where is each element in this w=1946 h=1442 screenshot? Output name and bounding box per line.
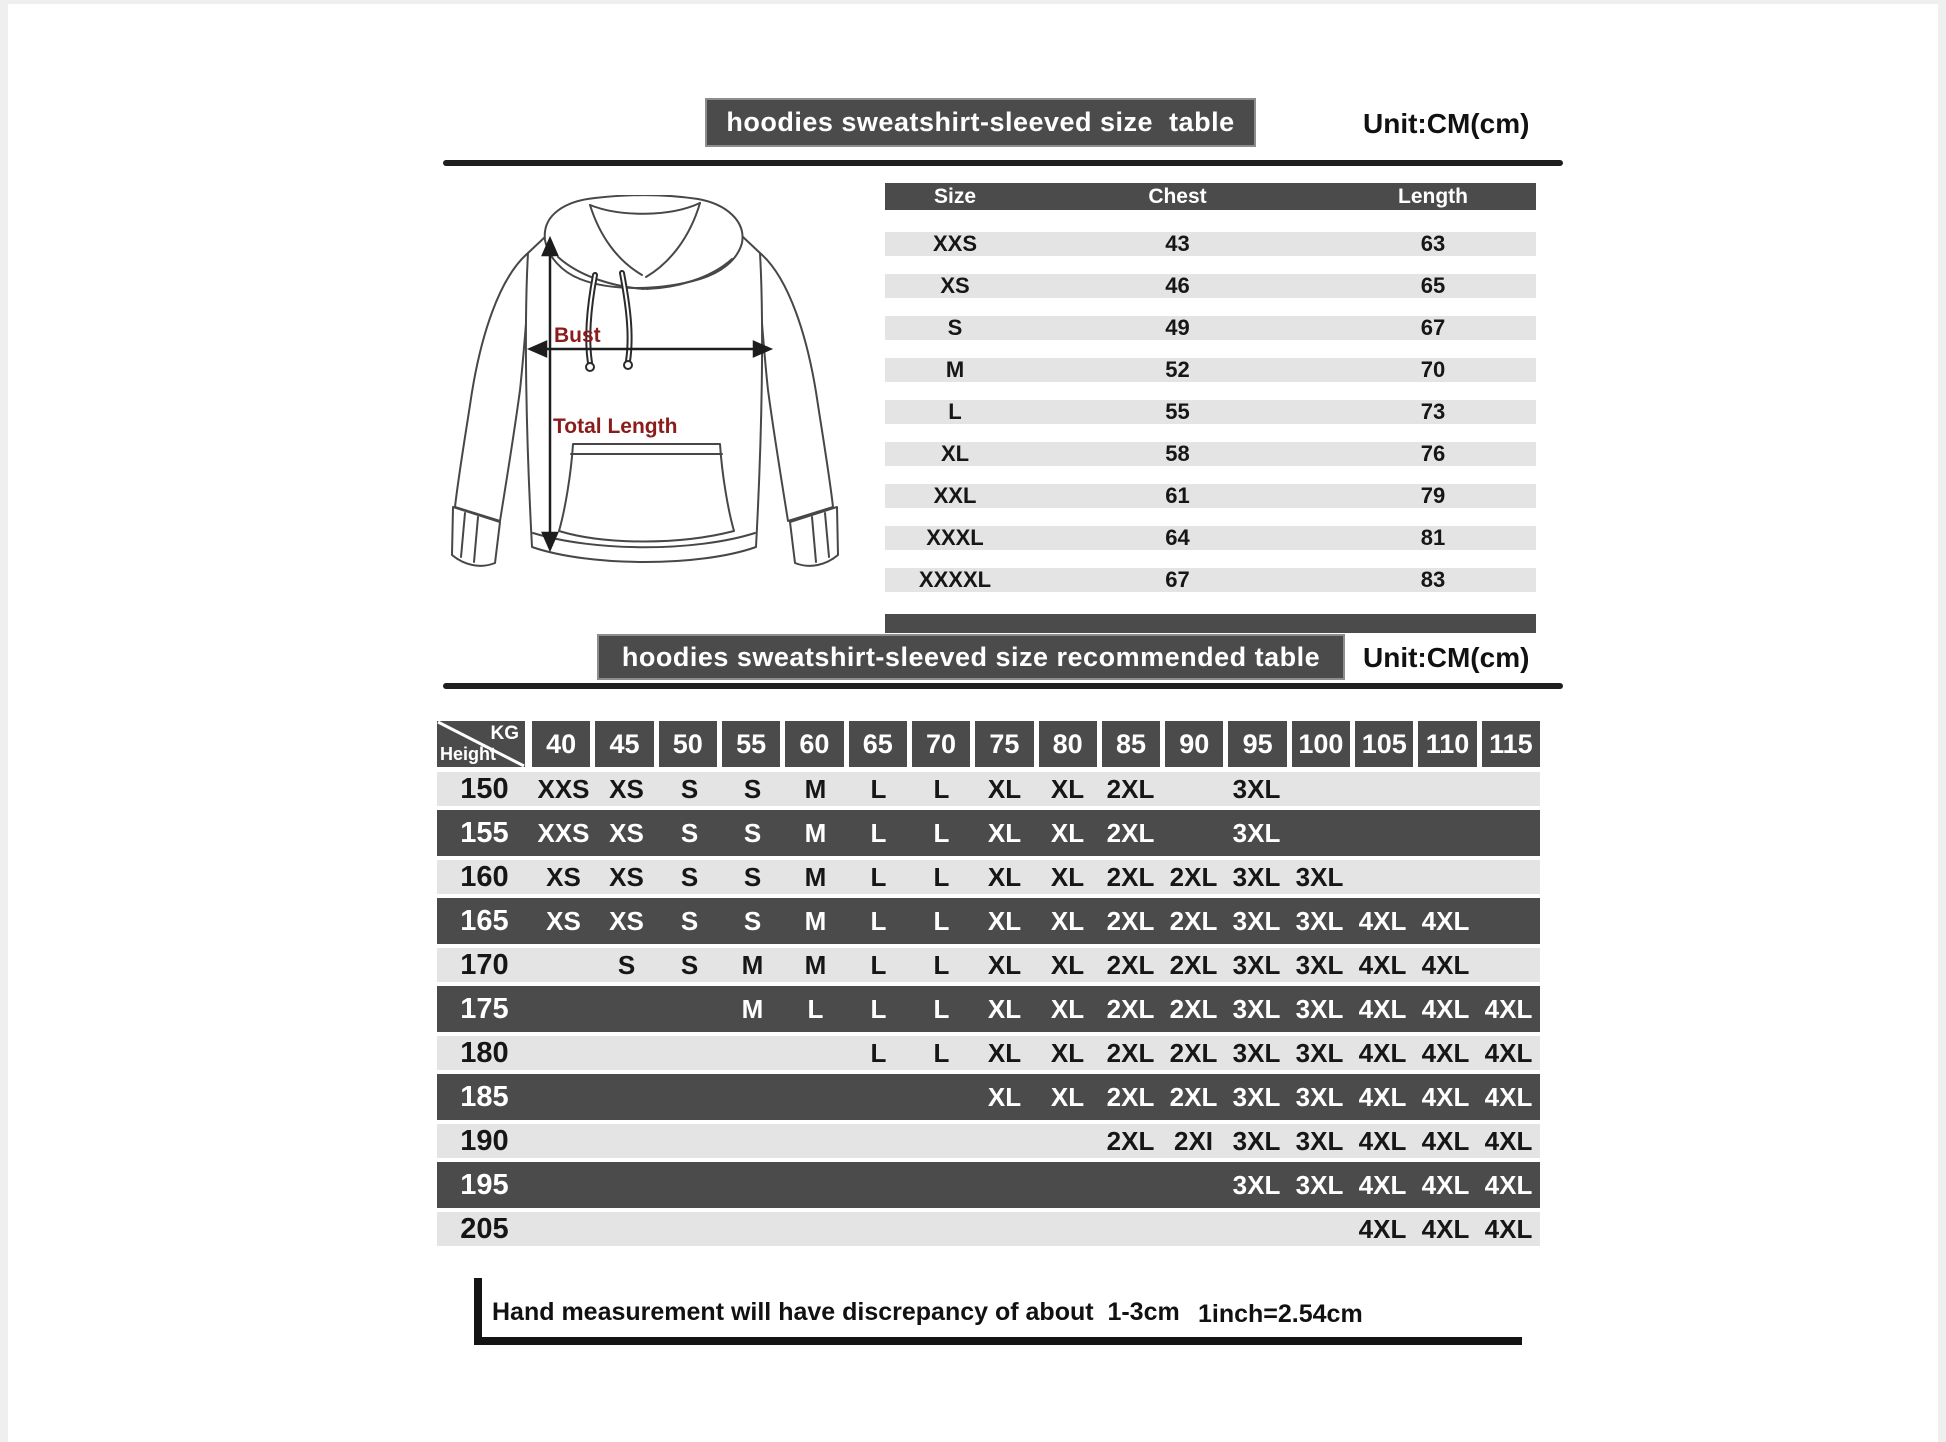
size-recommendation-cell: M	[804, 949, 827, 980]
weight-header-cell: 110	[1418, 721, 1476, 767]
size-recommendation-cell: 4XL	[1421, 1081, 1470, 1112]
recommended-table-row	[437, 860, 1540, 894]
size-recommendation-cell: 3XL	[1232, 861, 1281, 892]
size-recommendation-cell: 4XL	[1358, 1081, 1407, 1112]
length-cell: 73	[1420, 399, 1446, 424]
size-recommendation-cell: L	[870, 861, 887, 892]
size-recommendation-cell: M	[741, 949, 764, 980]
size-recommendation-cell: XL	[987, 773, 1022, 804]
chest-cell: 67	[1165, 567, 1190, 592]
footer-underline	[474, 1337, 1522, 1345]
size-recommendation-cell: 2XL	[1169, 1081, 1218, 1112]
length-cell: 63	[1420, 231, 1446, 256]
length-cell: 79	[1420, 483, 1446, 508]
size-table-row	[885, 526, 1536, 550]
size-recommendation-cell: XL	[987, 949, 1022, 980]
size-recommendation-cell: 4XL	[1358, 949, 1407, 980]
size-table-row	[885, 400, 1536, 424]
weight-header-cell: 75	[975, 721, 1033, 767]
size-recommendation-cell: S	[680, 905, 699, 936]
kg-height-corner-cell	[437, 721, 525, 767]
inch-conversion-note: 1inch=2.54cm	[1198, 1300, 1363, 1328]
recommended-table-row	[437, 1212, 1540, 1246]
chest-cell: 43	[1165, 231, 1190, 256]
size-table-row	[885, 442, 1536, 466]
recommended-table-body	[437, 772, 1540, 1246]
size-recommendation-cell: L	[933, 773, 950, 804]
size-recommendation-cell: XXS	[537, 773, 590, 804]
height-cell: 185	[460, 1080, 509, 1113]
height-cell: 170	[460, 948, 509, 981]
size-table-title-bar	[705, 98, 1256, 147]
size-recommendation-cell: L	[870, 949, 887, 980]
footer-bracket-bar	[474, 1278, 482, 1342]
size-cell: XXXL	[926, 525, 984, 550]
size-recommendation-cell: M	[804, 905, 827, 936]
kg-corner-label: KG	[490, 723, 519, 744]
size-recommendation-cell: L	[807, 993, 824, 1024]
size-recommendation-cell: 4XL	[1484, 1081, 1533, 1112]
size-recommendation-cell: 4XL	[1421, 1125, 1470, 1156]
size-recommendation-cell: XS	[609, 905, 644, 936]
recommended-table-header-row	[437, 721, 1540, 767]
size-recommendation-cell: S	[743, 817, 762, 848]
recommended-table-row	[437, 1074, 1540, 1120]
measurement-note: Hand measurement will have discrepancy of about 1-3cm	[492, 1298, 1180, 1326]
size-recommendation-cell: XS	[546, 905, 581, 936]
size-table-body	[885, 232, 1536, 592]
size-recommendation-cell: S	[743, 905, 762, 936]
size-recommendation-cell: 2XL	[1106, 993, 1155, 1024]
size-recommendation-cell: M	[804, 773, 827, 804]
kangaroo-pocket	[559, 444, 734, 542]
size-recommendation-cell: 3XL	[1295, 1125, 1344, 1156]
size-recommendation-cell: L	[933, 993, 950, 1024]
chest-column-header: Chest	[1148, 184, 1207, 208]
size-recommendation-cell: 2XL	[1106, 905, 1155, 936]
size-recommendation-cell: 4XL	[1484, 1037, 1533, 1068]
height-cell: 205	[460, 1212, 509, 1245]
length-cell: 76	[1420, 441, 1446, 466]
size-recommendation-cell: L	[933, 817, 950, 848]
size-recommendation-cell: 2XL	[1106, 1125, 1155, 1156]
total-length-label: Total Length	[553, 415, 678, 438]
length-cell: 81	[1420, 525, 1446, 550]
size-cell: L	[948, 399, 962, 424]
size-recommendation-cell: S	[680, 773, 699, 804]
weight-header-cell: 50	[659, 721, 717, 767]
size-recommendation-cell: L	[870, 993, 887, 1024]
size-recommendation-cell: 2XL	[1169, 1037, 1218, 1068]
weight-header-cell: 70	[912, 721, 970, 767]
size-recommendation-cell: XL	[987, 817, 1022, 848]
size-recommendation-cell: 3XL	[1295, 949, 1344, 980]
height-corner-label: Height	[440, 744, 496, 764]
recommended-table-row	[437, 898, 1540, 944]
size-recommendation-cell: 3XL	[1232, 773, 1281, 804]
size-recommendation-cell: 4XL	[1484, 1125, 1533, 1156]
size-recommendation-cell: L	[933, 905, 950, 936]
size-cell: XXS	[932, 231, 978, 256]
size-cell: XS	[940, 273, 970, 298]
size-recommendation-cell: XL	[1050, 905, 1085, 936]
scan-edge-top	[0, 0, 1946, 4]
size-recommendation-cell: 3XL	[1232, 1081, 1281, 1112]
size-recommendation-cell: 2XL	[1106, 773, 1155, 804]
size-recommendation-cell: XL	[1050, 1081, 1085, 1112]
size-recommendation-cell: 4XL	[1358, 1037, 1407, 1068]
size-recommendation-cell: S	[680, 861, 699, 892]
height-cell: 195	[460, 1168, 509, 1201]
size-recommendation-cell: 3XL	[1232, 817, 1281, 848]
height-cell: 165	[460, 904, 509, 937]
size-recommendation-cell: 4XL	[1358, 1213, 1407, 1244]
size-recommendation-cell: 4XL	[1421, 1213, 1470, 1244]
size-recommendation-cell: 2XL	[1169, 949, 1218, 980]
chest-cell: 58	[1165, 441, 1190, 466]
size-recommendation-cell: XL	[1050, 949, 1085, 980]
height-cell: 180	[460, 1036, 509, 1069]
size-recommendation-cell: L	[870, 817, 887, 848]
size-table-row	[885, 232, 1536, 256]
size-recommendation-cell: 2XL	[1106, 861, 1155, 892]
chest-cell: 49	[1165, 315, 1190, 340]
size-recommendation-cell: 2XL	[1106, 1037, 1155, 1068]
size-recommendation-cell: 2XI	[1173, 1125, 1214, 1156]
size-recommendation-cell: M	[804, 817, 827, 848]
size-recommendation-cell: XL	[1050, 993, 1085, 1024]
size-recommendation-cell: 4XL	[1421, 993, 1470, 1024]
size-recommendation-cell: S	[617, 949, 636, 980]
size-recommendation-cell: 4XL	[1358, 1125, 1407, 1156]
size-recommendation-cell: 4XL	[1421, 905, 1470, 936]
size-recommendation-cell: 4XL	[1421, 949, 1470, 980]
recommended-table-row	[437, 1162, 1540, 1208]
size-cell: XXXXL	[918, 567, 992, 592]
chest-cell: 52	[1165, 357, 1190, 382]
recommended-table-row	[437, 986, 1540, 1032]
size-table-footer-bar	[885, 614, 1536, 633]
weight-header-cell: 55	[722, 721, 780, 767]
size-recommendation-cell: 4XL	[1421, 1169, 1470, 1200]
size-recommendation-cell: L	[933, 1037, 950, 1068]
size-recommendation-cell: XS	[609, 773, 644, 804]
size-recommendation-cell: 3XL	[1295, 861, 1344, 892]
size-recommendation-cell: 3XL	[1232, 1037, 1281, 1068]
size-recommendation-cell: XL	[987, 993, 1022, 1024]
size-recommendation-cell: 3XL	[1295, 905, 1344, 936]
chest-cell: 46	[1165, 273, 1190, 298]
recommended-table-title-bar	[597, 634, 1345, 680]
size-recommendation-cell: 3XL	[1232, 1169, 1281, 1200]
chest-cell: 55	[1165, 399, 1190, 424]
height-cell: 190	[460, 1124, 509, 1157]
hoodie-measurement-diagram	[450, 195, 840, 595]
bust-label: Bust	[554, 324, 601, 347]
size-recommendation-cell: XS	[546, 861, 581, 892]
recommended-table-row	[437, 1124, 1540, 1158]
weight-header-cell: 65	[849, 721, 907, 767]
height-cell: 160	[460, 860, 509, 893]
right-sleeve	[759, 253, 833, 521]
size-recommendation-cell: 3XL	[1295, 993, 1344, 1024]
size-recommendation-cell: 3XL	[1295, 1037, 1344, 1068]
size-recommendation-cell: M	[741, 993, 764, 1024]
size-recommendation-cell: 2XL	[1169, 861, 1218, 892]
size-cell: XL	[940, 441, 970, 466]
size-recommendation-cell: XS	[609, 861, 644, 892]
length-cell: 65	[1420, 273, 1446, 298]
length-cell: 67	[1420, 315, 1446, 340]
size-table-header-row	[885, 183, 1536, 210]
top-divider-line	[443, 160, 1563, 166]
size-recommendation-cell: 3XL	[1232, 993, 1281, 1024]
recommended-table-title: hoodies sweatshirt-sleeved size recommended table	[621, 641, 1321, 672]
weight-header-cell: 100	[1292, 721, 1350, 767]
size-recommendation-cell: 4XL	[1484, 1213, 1533, 1244]
size-table-title: hoodies sweatshirt-sleeved size table	[726, 107, 1235, 137]
size-recommendation-cell: S	[680, 949, 699, 980]
size-recommendation-cell: XS	[609, 817, 644, 848]
weight-header-cell: 95	[1228, 721, 1286, 767]
size-recommendation-cell: XL	[1050, 817, 1085, 848]
hood	[545, 195, 743, 288]
size-recommendation-cell: XL	[1050, 861, 1085, 892]
size-table-unit: Unit:CM(cm)	[1363, 108, 1530, 139]
recommended-table-row	[437, 948, 1540, 982]
size-recommendation-cell: XL	[987, 905, 1022, 936]
weight-header-cell: 40	[532, 721, 590, 767]
size-cell: S	[947, 315, 963, 340]
length-cell: 70	[1420, 357, 1446, 382]
recommended-table-row	[437, 810, 1540, 856]
scan-edge-right	[1938, 0, 1946, 1442]
left-sleeve	[455, 253, 529, 521]
size-column-header: Size	[933, 184, 977, 208]
weight-header-cell: 45	[595, 721, 653, 767]
scan-edge-left	[0, 0, 8, 1442]
size-recommendation-cell: XL	[987, 1037, 1022, 1068]
size-table-row	[885, 358, 1536, 382]
size-recommendation-cell: 3XL	[1295, 1169, 1344, 1200]
recommended-table-unit: Unit:CM(cm)	[1363, 642, 1530, 673]
chest-cell: 64	[1165, 525, 1190, 550]
weight-header-cell: 80	[1039, 721, 1097, 767]
size-table	[885, 183, 1536, 633]
weight-header-cell: 85	[1102, 721, 1160, 767]
recommended-table-row	[437, 772, 1540, 806]
size-recommendation-cell: S	[680, 817, 699, 848]
size-recommendation-cell: 3XL	[1232, 905, 1281, 936]
weight-header-cell: 115	[1482, 721, 1540, 767]
size-recommendation-cell: L	[870, 1037, 887, 1068]
size-recommendation-cell: 4XL	[1421, 1037, 1470, 1068]
size-table-row	[885, 484, 1536, 508]
size-cell: XXL	[933, 483, 977, 508]
weight-header-cells	[532, 721, 1540, 767]
size-recommendation-cell: 2XL	[1106, 949, 1155, 980]
size-cell: M	[945, 357, 965, 382]
size-recommendation-cell: 4XL	[1484, 1169, 1533, 1200]
chest-cell: 61	[1165, 483, 1190, 508]
recommended-table	[437, 721, 1540, 1250]
size-recommendation-cell: 3XL	[1232, 1125, 1281, 1156]
size-table-row	[885, 274, 1536, 298]
size-table-row	[885, 316, 1536, 340]
size-recommendation-cell: 4XL	[1358, 905, 1407, 936]
size-recommendation-cell: L	[933, 861, 950, 892]
weight-header-cell: 90	[1165, 721, 1223, 767]
size-recommendation-cell: 2XL	[1106, 817, 1155, 848]
weight-header-cell: 105	[1355, 721, 1413, 767]
height-cell: 175	[460, 992, 509, 1025]
size-recommendation-cell: S	[743, 861, 762, 892]
size-recommendation-cell: L	[870, 773, 887, 804]
size-recommendation-cell: XL	[1050, 773, 1085, 804]
size-recommendation-cell: 4XL	[1358, 993, 1407, 1024]
length-cell: 83	[1420, 567, 1446, 592]
recommended-table-row	[437, 1036, 1540, 1070]
size-recommendation-cell: L	[870, 905, 887, 936]
size-recommendation-cell: 4XL	[1484, 993, 1533, 1024]
size-recommendation-cell: 3XL	[1295, 1081, 1344, 1112]
height-cell: 155	[460, 816, 509, 849]
size-recommendation-cell: XXS	[537, 817, 590, 848]
size-recommendation-cell: S	[743, 773, 762, 804]
size-table-row	[885, 568, 1536, 592]
size-recommendation-cell: XL	[1050, 1037, 1085, 1068]
middle-divider-line	[443, 683, 1563, 689]
size-recommendation-cell: 3XL	[1232, 949, 1281, 980]
size-recommendation-cell: XL	[987, 861, 1022, 892]
weight-header-cell: 60	[785, 721, 843, 767]
length-column-header: Length	[1398, 184, 1468, 208]
height-cell: 150	[460, 772, 509, 805]
size-recommendation-cell: M	[804, 861, 827, 892]
size-recommendation-cell: XL	[987, 1081, 1022, 1112]
size-recommendation-cell: 2XL	[1169, 993, 1218, 1024]
size-recommendation-cell: L	[933, 949, 950, 980]
size-recommendation-cell: 4XL	[1358, 1169, 1407, 1200]
size-recommendation-cell: 2XL	[1106, 1081, 1155, 1112]
size-recommendation-cell: 2XL	[1169, 905, 1218, 936]
